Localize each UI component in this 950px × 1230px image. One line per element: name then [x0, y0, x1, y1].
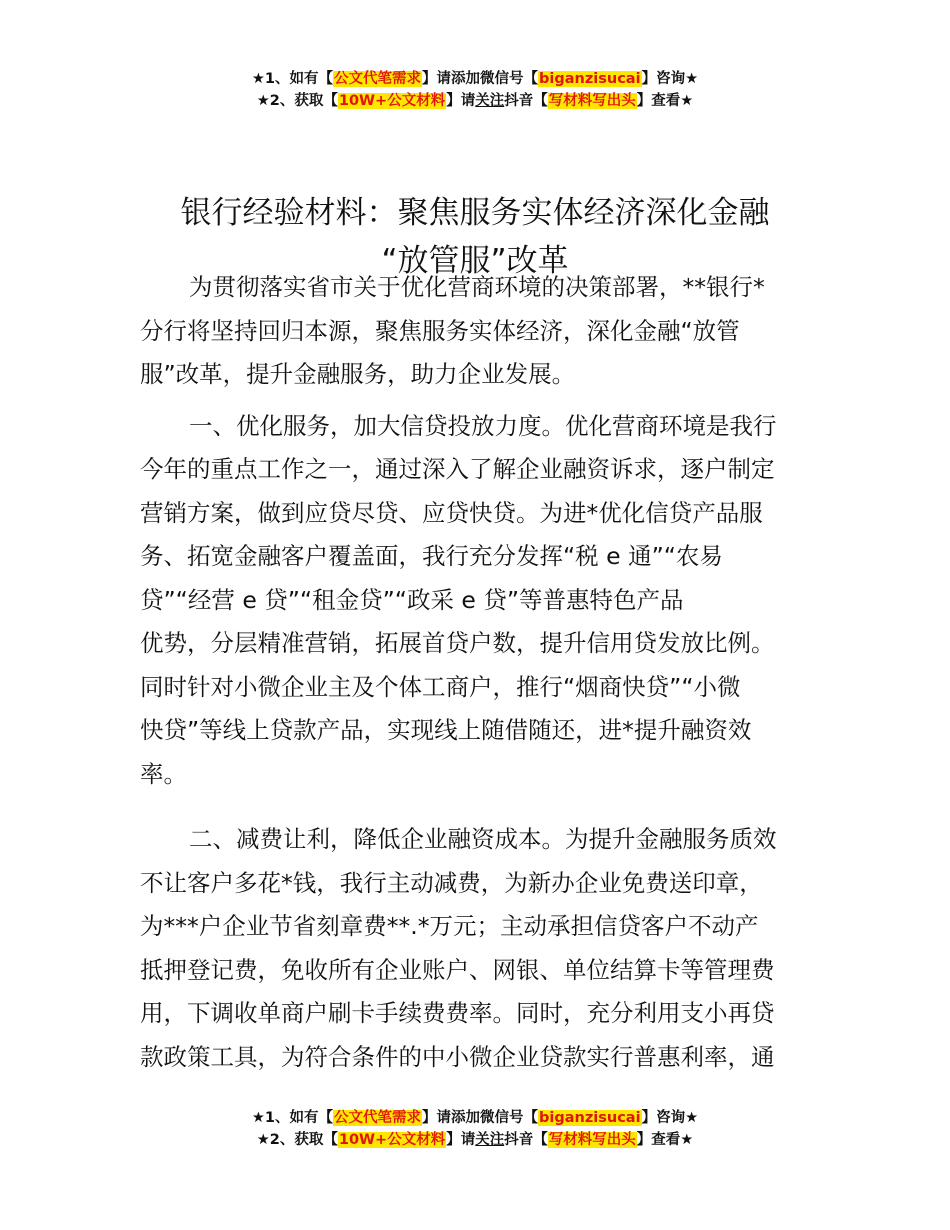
text-line: 不让客户多花*钱，我行主动减费，为新办企业免费送印章，	[140, 868, 763, 897]
text-line: 同时针对小微企业主及个体工商户，推行“烟商快贷”“小微	[140, 672, 741, 701]
text-line: 二、减费让利，降低企业融资成本。为提升金融服务质效	[189, 825, 777, 853]
highlight-materials: 10W+公文材料	[338, 1132, 446, 1148]
paragraph-intro	[140, 266, 812, 397]
text-line: 优势，分层精准营销，拓展首贷户数，提升信用贷发放比例。	[140, 629, 775, 657]
highlight-wechat-id: biganzisucai	[539, 71, 641, 87]
text-line: 今年的重点工作之一，通过深入了解企业融资诉求，逐户制定	[140, 455, 775, 483]
text-line: 快贷”等线上贷款产品，实现线上随借随还，进*提升融资效	[140, 716, 752, 744]
text-line: 贷”“经营 e 贷”“租金贷”“政采 e 贷”等普惠特色产品	[140, 585, 684, 614]
title-line-1: 银行经验材料：聚焦服务实体经济深化金融	[180, 194, 770, 231]
highlight-douyin-account: 写材料写出头	[548, 1132, 636, 1148]
paragraph-section-2	[140, 818, 812, 1079]
text-line: 用，下调收单商户刷卡手续费费率。同时，充分利用支小再贷	[140, 999, 775, 1027]
text-line: 分行将坚持回归本源，聚焦服务实体经济，深化金融“放管	[140, 316, 740, 345]
underlined-follow: 关注	[475, 1132, 505, 1148]
footer-banner	[0, 1107, 950, 1151]
banner-line-2: ★2、获取【10W+公文材料】请关注抖音【写材料写出头】查看★	[256, 93, 694, 109]
text-line: 服”改革，提升金融服务，助力企业发展。	[140, 360, 576, 388]
text-line: 为***户企业节省刻章费**.*万元；主动承担信贷客户不动产	[140, 912, 759, 940]
highlight-ghostwriting: 公文代笔需求	[334, 71, 422, 87]
banner-line-2: ★2、获取【10W+公文材料】请关注抖音【写材料写出头】查看★	[256, 1132, 694, 1148]
highlight-ghostwriting: 公文代笔需求	[334, 1110, 422, 1126]
text-line: 务、拓宽金融客户覆盖面，我行充分发挥“税 e 通”“农易	[140, 542, 723, 570]
banner-line-1: ★1、如有【公文代笔需求】请添加微信号【biganzisucai】咨询★	[251, 71, 699, 87]
text-line: 为贯彻落实省市关于优化营商环境的决策部署，**银行*	[189, 273, 765, 301]
text-line: 款政策工具，为符合条件的中小微企业贷款实行普惠利率，通	[140, 1042, 775, 1071]
text-line: 营销方案，做到应贷尽贷、应贷快贷。为进*优化信贷产品服	[140, 498, 763, 527]
title-line-2: “放管服”改革	[381, 242, 569, 279]
header-banner	[0, 68, 950, 112]
text-line: 抵押登记费，免收所有企业账户、网银、单位结算卡等管理费	[140, 955, 775, 984]
highlight-douyin-account: 写材料写出头	[548, 93, 636, 109]
highlight-wechat-id: biganzisucai	[539, 1110, 641, 1126]
text-line: 率。	[140, 759, 187, 788]
underlined-follow: 关注	[475, 93, 505, 109]
text-line: 一、优化服务，加大信贷投放力度。优化营商环境是我行	[189, 411, 777, 440]
paragraph-section-1	[140, 405, 812, 797]
highlight-materials: 10W+公文材料	[338, 93, 446, 109]
document-body	[140, 266, 812, 1087]
banner-line-1: ★1、如有【公文代笔需求】请添加微信号【biganzisucai】咨询★	[251, 1110, 699, 1126]
